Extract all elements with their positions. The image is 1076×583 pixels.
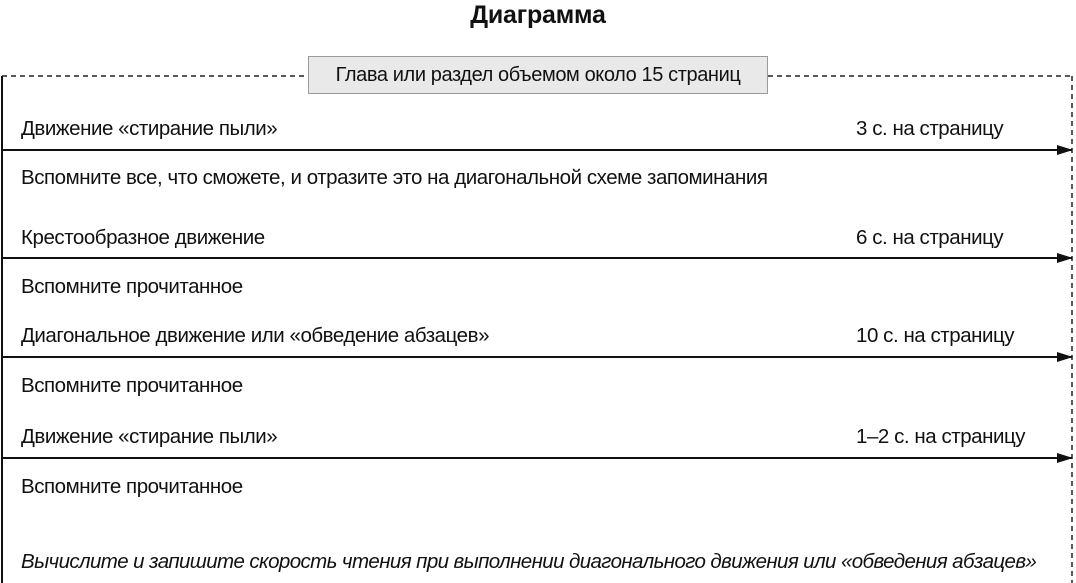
step-3-movement: Диагональное движение или «обведение абзацев» [21, 324, 490, 347]
step-4-rate: 1–2 с. на страницу [856, 425, 1026, 448]
diagram-title: Диаграмма [470, 1, 606, 29]
step-2-instruction: Вспомните прочитанное [21, 275, 243, 298]
footer-note: Вычислите и запишите скорость чтения при выполнении диагонального движения или «обведения абзацев» [21, 550, 1037, 573]
step-3-rate: 10 с. на страницу [856, 324, 1015, 347]
step-2-rate: 6 с. на страницу [856, 226, 1004, 249]
step-1-rate: 3 с. на страницу [856, 117, 1004, 140]
step-4-instruction: Вспомните прочитанное [21, 475, 243, 498]
chapter-label-box: Глава или раздел объемом около 15 страниц [308, 56, 768, 94]
step-3-instruction: Вспомните прочитанное [21, 374, 243, 397]
step-1-movement: Движение «стирание пыли» [21, 117, 278, 140]
step-4-movement: Движение «стирание пыли» [21, 425, 278, 448]
step-2-movement: Крестообразное движение [21, 226, 265, 249]
step-1-instruction: Вспомните все, что сможете, и отразите это на диагональной схеме запоминания [21, 166, 768, 189]
